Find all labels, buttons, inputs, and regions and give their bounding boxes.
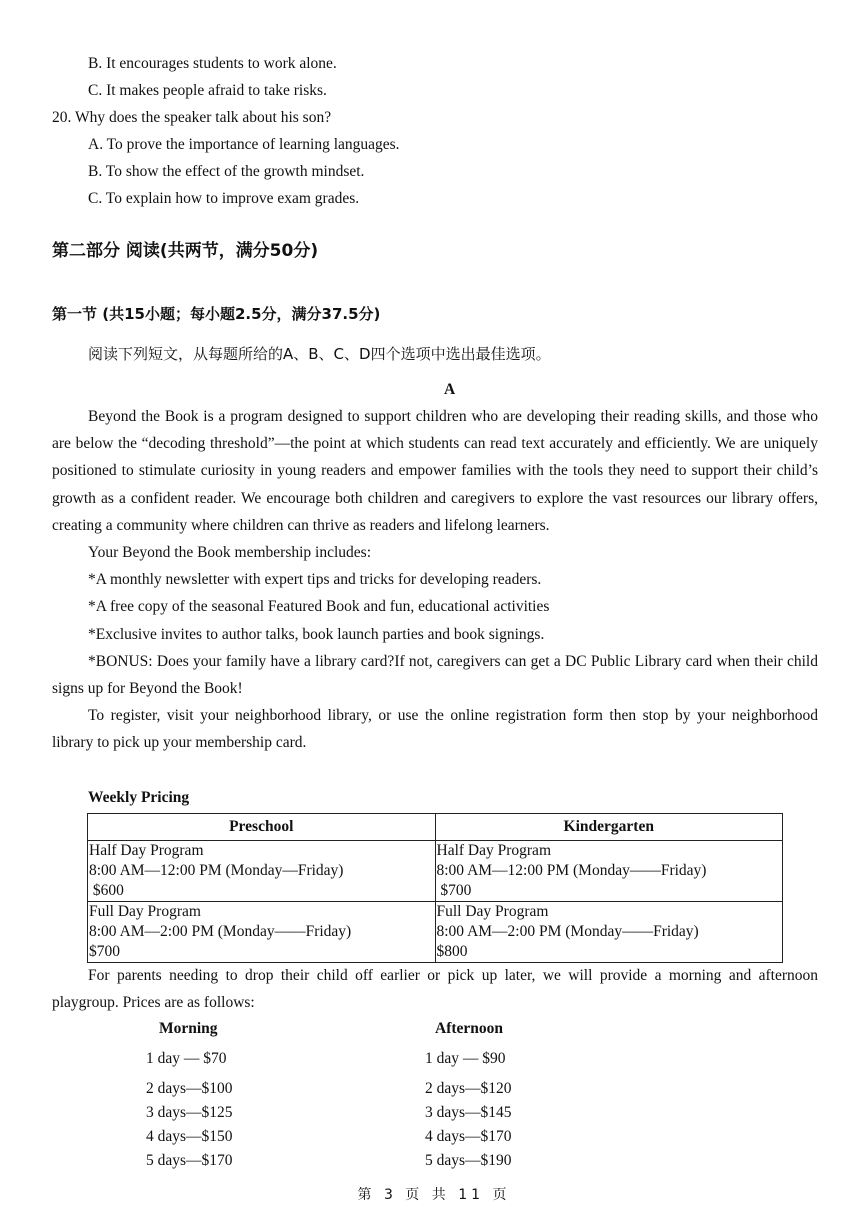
benefit-featured-book: *A free copy of the seasonal Featured Book and fun, educational activities [88, 598, 550, 616]
list-item: 3 days—$145 [425, 1104, 512, 1121]
program-name: Half Day Program [436, 842, 551, 859]
q19-option-c: C. It makes people afraid to take risks. [88, 82, 327, 99]
section1-title: 第一节 (共15小题；每小题2.5分，满分37.5分) [52, 305, 381, 323]
list-item: 3 days—$125 [146, 1104, 233, 1121]
table-cell [435, 841, 783, 902]
passage-label: A [444, 381, 456, 398]
program-time: 8:00 AM—2:00 PM (Monday——Friday) [89, 923, 352, 940]
page-footer: 第 3 页 共 11 页 [357, 1187, 511, 1203]
paragraph-intro: Beyond the Book is a program designed to support children who are developing their reading skills, and those who are below the “decoding threshold”—the point at which students can read text accurately and efficiently. We are uniquely positioned to stimulate curiosity in young readers and empower families with the tools they need to support their child’s growth as a confident reader. We encourage both children and caregivers to explore the vast resources our library offers, creating a community where children can thrive as readers and lifelong learners. [52, 408, 818, 534]
weekly-pricing-title: Weekly Pricing [88, 789, 190, 806]
list-item: 1 day — $90 [425, 1050, 506, 1067]
list-item: 4 days—$150 [146, 1128, 233, 1145]
table-row [88, 841, 783, 902]
paragraph-register: To register, visit your neighborhood library, or use the online registration form then stop by your neighborhood library to pick up your membership card. [52, 707, 818, 752]
table-cell [88, 841, 436, 902]
program-name: Half Day Program [89, 842, 204, 859]
table-cell [435, 902, 783, 963]
playgroup-intro-block [52, 962, 818, 1016]
program-price: $700 [436, 882, 472, 899]
list-item: 5 days—$170 [146, 1152, 233, 1169]
paragraph-membership: Your Beyond the Book membership includes: [88, 544, 372, 562]
weekly-pricing-table [87, 813, 783, 963]
program-name: Full Day Program [436, 903, 549, 920]
program-time: 8:00 AM—12:00 PM (Monday—Friday) [89, 862, 344, 879]
program-name: Full Day Program [89, 903, 201, 920]
q20-option-b: B. To show the effect of the growth mindset. [88, 163, 365, 180]
table-header-row [88, 814, 783, 841]
morning-title: Morning [159, 1020, 218, 1037]
list-item: 1 day — $70 [146, 1050, 227, 1067]
header-kindergarten: Kindergarten [435, 814, 783, 841]
benefit-invites: *Exclusive invites to author talks, book launch parties and book signings. [88, 625, 545, 643]
benefit-bonus: *BONUS: Does your family have a library card?If not, caregivers can get a DC Public Library card when their child signs up for Beyond the Book! [52, 652, 818, 698]
passage-body [52, 403, 818, 757]
program-price: $600 [89, 882, 124, 899]
q20-option-a: A. To prove the importance of learning languages. [88, 136, 400, 153]
program-time: 8:00 AM—12:00 PM (Monday——Friday) [436, 862, 707, 879]
list-item: 5 days—$190 [425, 1152, 512, 1169]
part2-title: 第二部分 阅读(共两节，满分50分) [52, 241, 319, 261]
list-item: 2 days—$120 [425, 1080, 512, 1097]
header-preschool: Preschool [88, 814, 436, 841]
q20-option-c: C. To explain how to improve exam grades. [88, 190, 360, 207]
instruction: 阅读下列短文，从每题所给的A、B、C、D四个选项中选出最佳选项。 [88, 345, 551, 363]
afternoon-title: Afternoon [435, 1020, 504, 1037]
benefit-newsletter: *A monthly newsletter with expert tips and tricks for developing readers. [88, 571, 542, 589]
morning-column [146, 1020, 233, 1173]
program-time: 8:00 AM—2:00 PM (Monday——Friday) [436, 923, 699, 940]
list-item: 2 days—$100 [146, 1080, 233, 1097]
program-price: $700 [89, 943, 120, 960]
q19-option-b: B. It encourages students to work alone. [88, 55, 337, 72]
afternoon-column [425, 1020, 512, 1173]
table-row [88, 902, 783, 963]
q20-stem: 20. Why does the speaker talk about his son? [52, 109, 332, 126]
program-price: $800 [436, 943, 468, 960]
list-item: 4 days—$170 [425, 1128, 512, 1145]
table-cell [88, 902, 436, 963]
playgroup-intro: For parents needing to drop their child off earlier or pick up later, we will provide a morning and afternoon playgroup. Prices are as follows: [52, 967, 818, 1012]
